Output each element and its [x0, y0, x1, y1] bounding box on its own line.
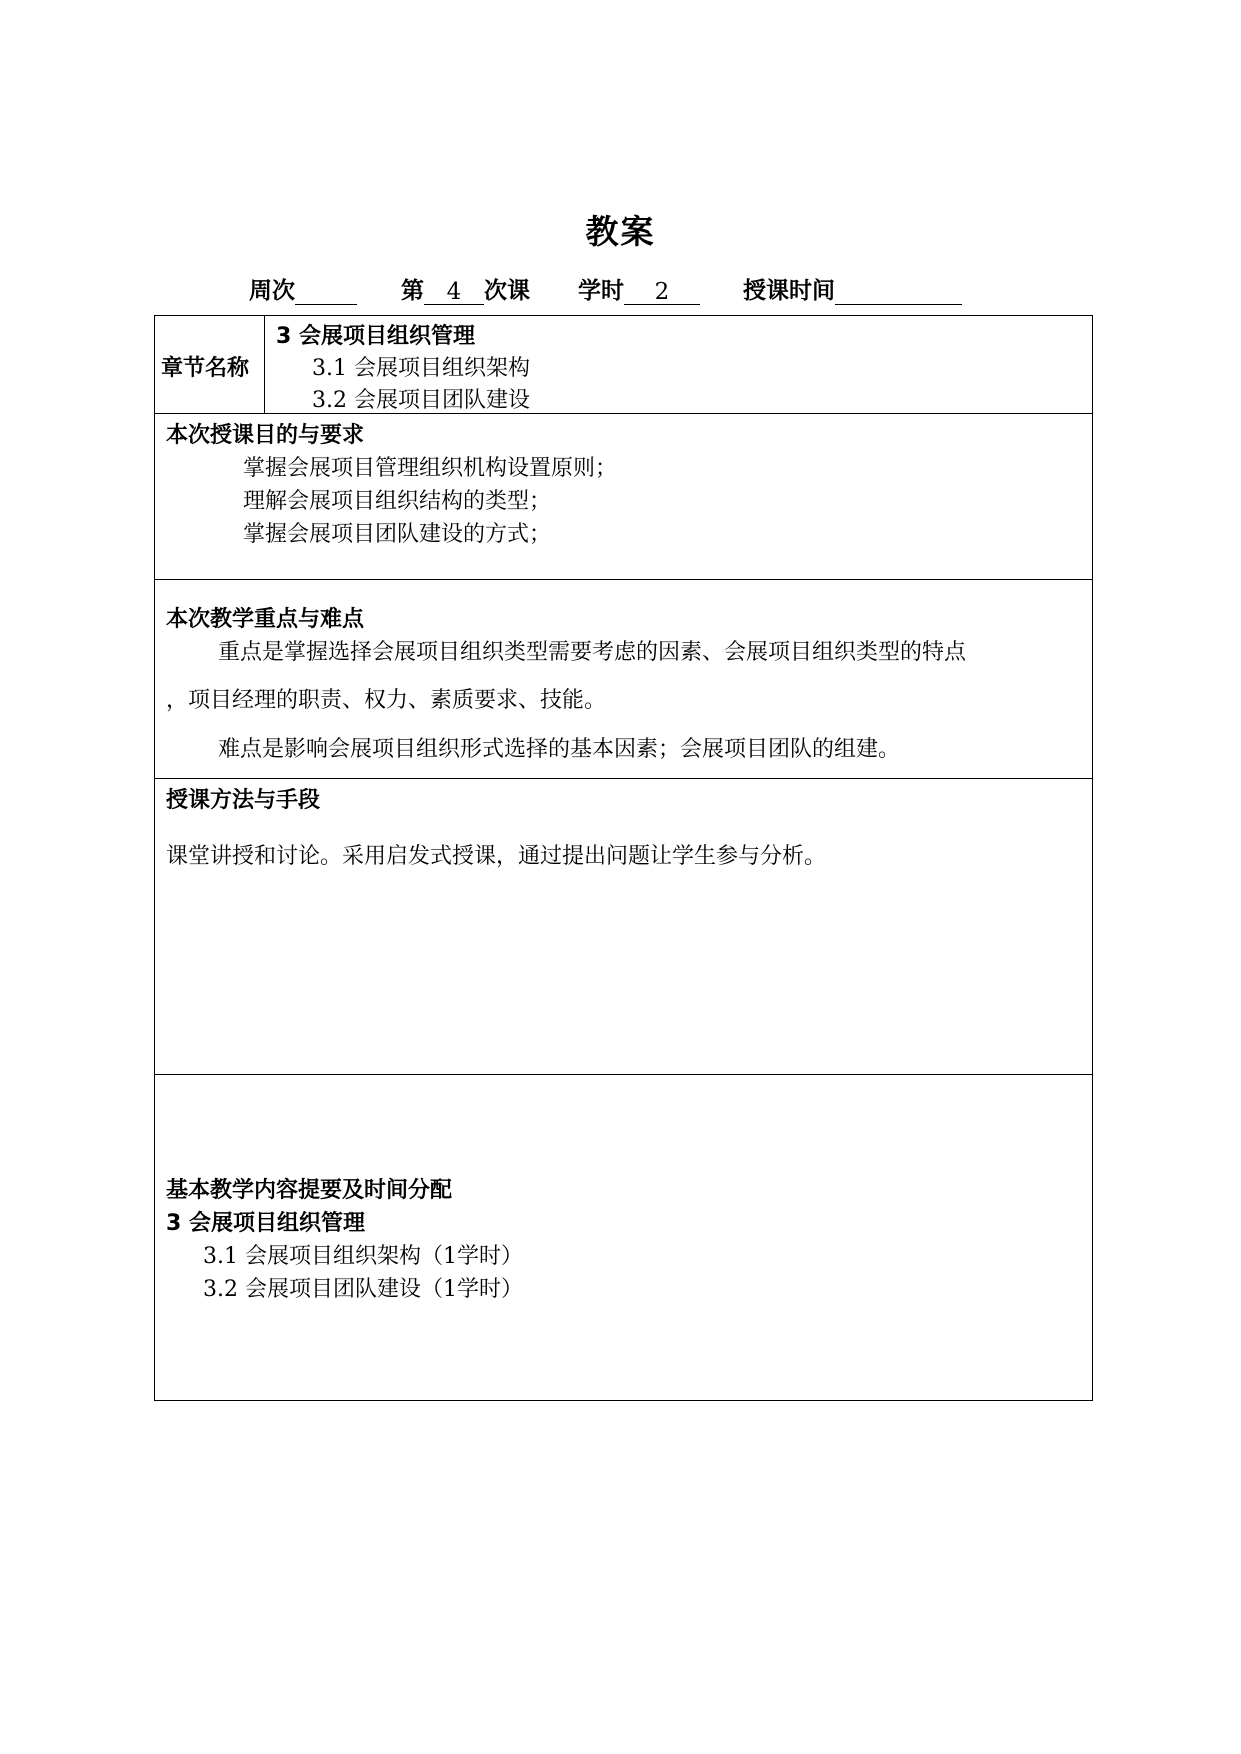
keypoints-focus-line-2: ，项目经理的职责、权力、素质要求、技能。	[166, 688, 607, 713]
objective-item-2: 理解会展项目组织结构的类型；	[243, 489, 552, 514]
content-section-2: 3.2 会展项目团队建设（1学时）	[203, 1277, 523, 1302]
time-label: 授课时间	[743, 278, 835, 304]
chapter-section-1: 3.1 会展项目组织架构	[312, 356, 530, 381]
keypoints-focus-line-1: 重点是掌握选择会展项目组织类型需要考虑的因素、会展项目组织类型的特点	[218, 640, 967, 665]
week-label: 周次	[249, 278, 295, 304]
methods-text: 课堂讲授和讨论。采用启发式授课，通过提出问题让学生参与分析。	[166, 844, 827, 869]
content-section-1: 3.1 会展项目组织架构（1学时）	[203, 1244, 523, 1269]
lesson-field	[401, 272, 530, 305]
hours-label: 学时	[578, 278, 624, 304]
objective-item-3: 掌握会展项目团队建设的方式；	[243, 522, 552, 547]
hours-value: 2	[624, 280, 700, 305]
keypoints-heading: 本次教学重点与难点	[166, 607, 365, 632]
lesson-suffix: 次课	[484, 278, 530, 304]
time-field	[743, 272, 962, 305]
methods-heading: 授课方法与手段	[166, 788, 321, 813]
chapter-label: 章节名称	[161, 356, 250, 381]
row-divider-1	[154, 413, 1092, 414]
chapter-column-divider	[264, 315, 265, 413]
keypoints-difficulty: 难点是影响会展项目组织形式选择的基本因素；会展项目团队的组建。	[218, 737, 901, 762]
hours-field	[578, 272, 700, 305]
objective-item-1: 掌握会展项目管理组织机构设置原则；	[243, 456, 618, 481]
content-main-title: 3 会展项目组织管理	[166, 1211, 365, 1236]
row-divider-3	[154, 778, 1092, 779]
week-field	[249, 272, 357, 305]
lesson-prefix: 第	[401, 278, 424, 304]
time-value	[835, 304, 962, 305]
content-heading: 基本教学内容提要及时间分配	[166, 1178, 453, 1203]
row-divider-4	[154, 1074, 1092, 1075]
chapter-section-2: 3.2 会展项目团队建设	[312, 388, 530, 413]
objectives-heading: 本次授课目的与要求	[166, 423, 365, 448]
document-title: 教案	[585, 212, 656, 251]
chapter-main-title: 3 会展项目组织管理	[276, 324, 475, 349]
lesson-number: 4	[424, 280, 484, 305]
row-divider-2	[154, 579, 1092, 580]
week-value	[295, 304, 357, 305]
